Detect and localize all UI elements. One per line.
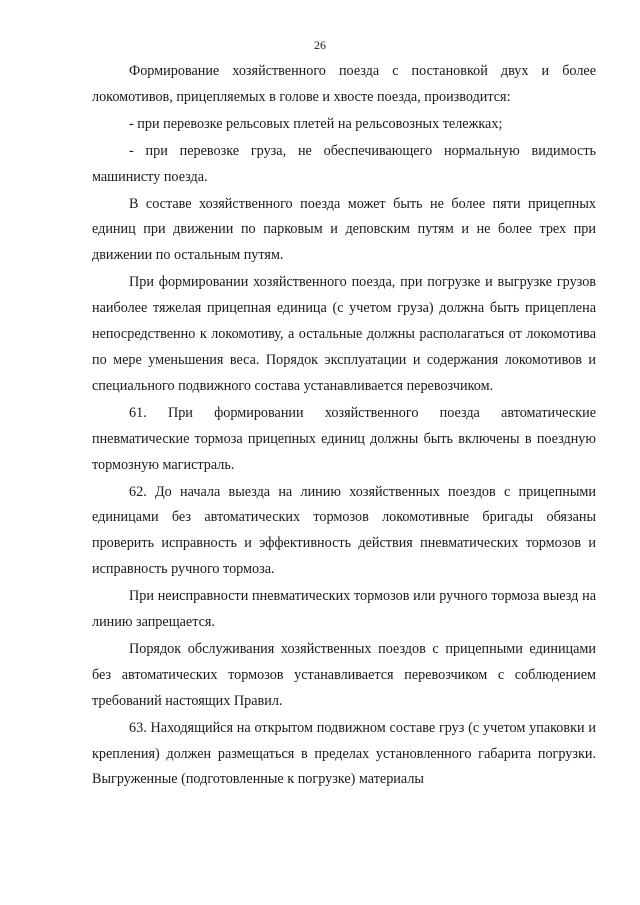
paragraph-service-procedure: Порядок обслуживания хозяйственных поездов с прицепными единицами без автоматических тормозов устанавливается перевозчиком с соблюдением требований настоящих Правил.: [92, 640, 596, 709]
paragraph-item-61: 61. При формировании хозяйственного поезда автоматические пневматические тормоза прицепных единиц должны быть включены в поездную тормозную магистраль.: [92, 404, 596, 473]
paragraph-rail-strings: - при перевозке рельсовых плетей на рельсовозных тележках;: [129, 115, 503, 132]
paragraph-heaviest-unit: При формировании хозяйственного поезда, при погрузке и выгрузке грузов наиболее тяжелая прицепная единица (с учетом груза) должна быть прицеплена непосредственно к локомотиву, а остальные должны располагаться от локомотива по мере уменьшения веса. Порядок эксплуатации и содержания локомотивов и специального подвижного состава устанавливается перевозчиком.: [92, 274, 596, 394]
paragraph-cargo-visibility: - при перевозке груза, не обеспечивающего нормальную видимость машинисту поезда.: [92, 142, 596, 185]
paragraph-brake-failure: При неисправности пневматических тормозов или ручного тормоза выезд на линию запрещается.: [92, 588, 596, 631]
paragraph-formation-locomotives: Формирование хозяйственного поезда с постановкой двух и более локомотивов, прицепляемых в голове и хвосте поезда, производится:: [92, 63, 596, 105]
paragraph-trailer-unit-limit: В составе хозяйственного поезда может быть не более пяти прицепных единиц при движении по парковым и деповским путям и не более трех при движении по остальным путям.: [92, 195, 596, 264]
page-number: 26: [314, 38, 326, 52]
paragraph-item-63: 63. Находящийся на открытом подвижном составе груз (с учетом упаковки и крепления) должен размещаться в пределах установленного габарита погрузки. Выгруженные (подготовленные к погрузке) материалы: [92, 719, 596, 788]
paragraph-item-62: 62. До начала выезда на линию хозяйственных поездов с прицепными единицами без автоматических тормозов локомотивные бригады обязаны проверить исправность и эффективность действия пневматических тормозов и исправность ручного тормоза.: [92, 483, 596, 578]
document-body: [92, 59, 596, 794]
